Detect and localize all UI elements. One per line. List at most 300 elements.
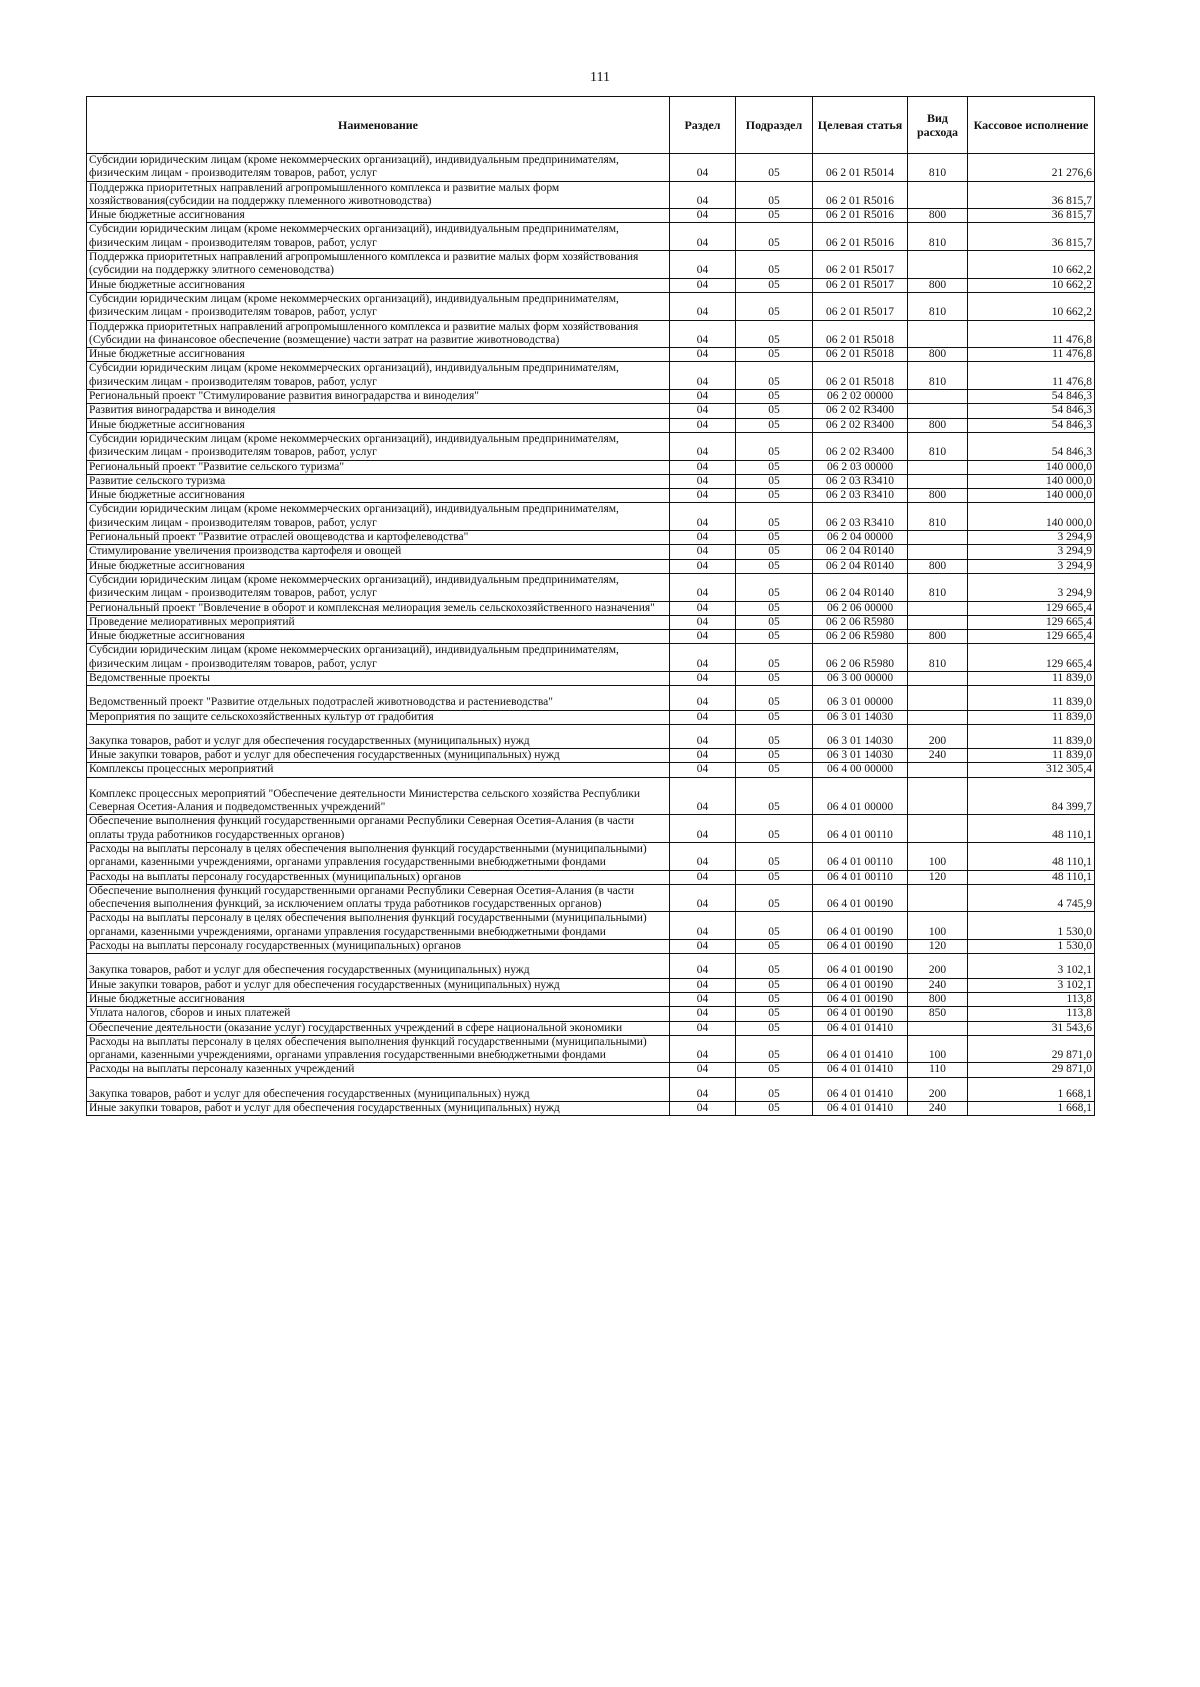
budget-table <box>86 96 1095 1116</box>
table-row <box>87 724 1095 748</box>
cell-subsection: 05 <box>736 954 813 978</box>
cell-subsection: 05 <box>736 1007 813 1021</box>
table-row <box>87 404 1095 418</box>
cell-target: 06 2 01 R5017 <box>813 251 908 279</box>
cell-kind <box>908 460 968 474</box>
cell-target: 06 4 01 00190 <box>813 884 908 912</box>
cell-section: 04 <box>670 601 736 615</box>
cell-amount: 11 476,8 <box>968 362 1095 390</box>
cell-amount: 3 294,9 <box>968 573 1095 601</box>
cell-section: 04 <box>670 292 736 320</box>
cell-section: 04 <box>670 1007 736 1021</box>
cell-name: Стимулирование увеличения производства картофеля и овощей <box>87 545 670 559</box>
header-target: Целевая статья <box>813 97 908 154</box>
cell-kind: 800 <box>908 418 968 432</box>
cell-name: Иные бюджетные ассигнования <box>87 348 670 362</box>
cell-name: Закупка товаров, работ и услуг для обеспечения государственных (муниципальных) нужд <box>87 954 670 978</box>
cell-target: 06 2 01 R5016 <box>813 209 908 223</box>
cell-name: Иные закупки товаров, работ и услуг для обеспечения государственных (муниципальных) нужд <box>87 749 670 763</box>
cell-subsection: 05 <box>736 630 813 644</box>
cell-target: 06 2 03 R3410 <box>813 503 908 531</box>
cell-name: Субсидии юридическим лицам (кроме некоммерческих организаций), индивидуальным предпринимателям, физическим лицам - производителям товаров, работ, услуг <box>87 292 670 320</box>
cell-name: Поддержка приоритетных направлений агропромышленного комплекса и развитие малых форм хозяйствования (Субсидии на финансовое обеспечение (возмещение) части затрат на развитие животноводства) <box>87 320 670 348</box>
cell-subsection: 05 <box>736 1021 813 1035</box>
cell-amount: 3 294,9 <box>968 545 1095 559</box>
cell-kind <box>908 251 968 279</box>
cell-target: 06 4 01 00190 <box>813 1007 908 1021</box>
cell-target: 06 2 04 00000 <box>813 531 908 545</box>
cell-kind: 200 <box>908 724 968 748</box>
table-row <box>87 154 1095 182</box>
cell-name: Проведение мелиоративных мероприятий <box>87 615 670 629</box>
cell-name: Субсидии юридическим лицам (кроме некоммерческих организаций), индивидуальным предпринимателям, физическим лицам - производителям товаров, работ, услуг <box>87 223 670 251</box>
cell-name: Расходы на выплаты персоналу в целях обеспечения выполнения функций государственными (муниципальными) органами, казенными учреждениями, органами управления государственными внебюджетными фондами <box>87 842 670 870</box>
cell-amount: 113,8 <box>968 1007 1095 1021</box>
cell-kind <box>908 320 968 348</box>
cell-amount: 29 871,0 <box>968 1063 1095 1077</box>
cell-kind: 200 <box>908 954 968 978</box>
cell-target: 06 2 02 00000 <box>813 390 908 404</box>
header-name: Наименование <box>87 97 670 154</box>
table-row <box>87 884 1095 912</box>
cell-target: 06 4 01 00110 <box>813 815 908 843</box>
cell-section: 04 <box>670 559 736 573</box>
header-row <box>87 97 1095 154</box>
cell-kind: 810 <box>908 362 968 390</box>
cell-target: 06 4 01 00190 <box>813 912 908 940</box>
cell-subsection: 05 <box>736 573 813 601</box>
cell-subsection: 05 <box>736 724 813 748</box>
cell-subsection: 05 <box>736 209 813 223</box>
cell-section: 04 <box>670 686 736 710</box>
table-row <box>87 432 1095 460</box>
cell-target: 06 4 01 00190 <box>813 954 908 978</box>
cell-section: 04 <box>670 531 736 545</box>
cell-section: 04 <box>670 223 736 251</box>
cell-section: 04 <box>670 181 736 209</box>
cell-name: Региональный проект "Вовлечение в оборот и комплексная мелиорация земель сельскохозяйственного назначения" <box>87 601 670 615</box>
cell-subsection: 05 <box>736 251 813 279</box>
cell-kind: 100 <box>908 842 968 870</box>
cell-subsection: 05 <box>736 418 813 432</box>
table-row <box>87 545 1095 559</box>
cell-section: 04 <box>670 870 736 884</box>
cell-name: Поддержка приоритетных направлений агропромышленного комплекса и развитие малых форм хозяйствования (субсидии на поддержку элитного семеноводства) <box>87 251 670 279</box>
header-section: Раздел <box>670 97 736 154</box>
table-row <box>87 460 1095 474</box>
cell-name: Развитие сельского туризма <box>87 474 670 488</box>
table-row <box>87 763 1095 777</box>
table-row <box>87 1035 1095 1063</box>
table-row <box>87 644 1095 672</box>
cell-subsection: 05 <box>736 615 813 629</box>
cell-amount: 3 294,9 <box>968 531 1095 545</box>
cell-kind: 110 <box>908 1063 968 1077</box>
cell-kind: 800 <box>908 209 968 223</box>
cell-section: 04 <box>670 1021 736 1035</box>
table-row <box>87 686 1095 710</box>
cell-name: Ведомственные проекты <box>87 671 670 685</box>
cell-name: Субсидии юридическим лицам (кроме некоммерческих организаций), индивидуальным предпринимателям, физическим лицам - производителям товаров, работ, услуг <box>87 362 670 390</box>
cell-kind: 240 <box>908 749 968 763</box>
cell-amount: 54 846,3 <box>968 390 1095 404</box>
cell-section: 04 <box>670 503 736 531</box>
table-row <box>87 1063 1095 1077</box>
cell-amount: 48 110,1 <box>968 815 1095 843</box>
cell-section: 04 <box>670 209 736 223</box>
cell-section: 04 <box>670 432 736 460</box>
cell-amount: 1 530,0 <box>968 940 1095 954</box>
table-row <box>87 223 1095 251</box>
cell-subsection: 05 <box>736 763 813 777</box>
cell-amount: 129 665,4 <box>968 615 1095 629</box>
cell-kind: 810 <box>908 432 968 460</box>
cell-subsection: 05 <box>736 644 813 672</box>
cell-target: 06 4 01 01410 <box>813 1021 908 1035</box>
cell-subsection: 05 <box>736 884 813 912</box>
cell-section: 04 <box>670 1077 736 1101</box>
cell-target: 06 3 01 14030 <box>813 749 908 763</box>
cell-subsection: 05 <box>736 601 813 615</box>
cell-subsection: 05 <box>736 489 813 503</box>
cell-subsection: 05 <box>736 842 813 870</box>
cell-target: 06 2 01 R5018 <box>813 320 908 348</box>
cell-target: 06 2 03 00000 <box>813 460 908 474</box>
cell-kind <box>908 884 968 912</box>
cell-kind <box>908 777 968 815</box>
table-row <box>87 1077 1095 1101</box>
cell-section: 04 <box>670 278 736 292</box>
header-subsection: Подраздел <box>736 97 813 154</box>
cell-kind: 200 <box>908 1077 968 1101</box>
cell-kind: 800 <box>908 559 968 573</box>
table-row <box>87 489 1095 503</box>
cell-target: 06 4 01 00190 <box>813 940 908 954</box>
cell-name: Иные бюджетные ассигнования <box>87 992 670 1006</box>
cell-subsection: 05 <box>736 777 813 815</box>
cell-target: 06 2 01 R5017 <box>813 278 908 292</box>
table-row <box>87 1021 1095 1035</box>
cell-section: 04 <box>670 418 736 432</box>
table-row <box>87 559 1095 573</box>
cell-subsection: 05 <box>736 503 813 531</box>
cell-amount: 312 305,4 <box>968 763 1095 777</box>
cell-section: 04 <box>670 710 736 724</box>
cell-amount: 129 665,4 <box>968 601 1095 615</box>
cell-kind: 800 <box>908 489 968 503</box>
cell-kind: 810 <box>908 644 968 672</box>
cell-subsection: 05 <box>736 1077 813 1101</box>
cell-section: 04 <box>670 460 736 474</box>
cell-amount: 140 000,0 <box>968 503 1095 531</box>
cell-target: 06 2 03 R3410 <box>813 474 908 488</box>
cell-name: Иные бюджетные ассигнования <box>87 209 670 223</box>
cell-subsection: 05 <box>736 940 813 954</box>
cell-target: 06 2 01 R5016 <box>813 223 908 251</box>
cell-subsection: 05 <box>736 474 813 488</box>
table-row <box>87 615 1095 629</box>
cell-amount: 31 543,6 <box>968 1021 1095 1035</box>
cell-amount: 10 662,2 <box>968 278 1095 292</box>
cell-kind: 100 <box>908 912 968 940</box>
cell-target: 06 2 06 R5980 <box>813 644 908 672</box>
cell-name: Комплекс процессных мероприятий "Обеспечение деятельности Министерства сельского хозяйства Республики Северная Осетия-Алания и подведомственных учреждений" <box>87 777 670 815</box>
cell-target: 06 2 04 R0140 <box>813 559 908 573</box>
cell-target: 06 3 01 00000 <box>813 686 908 710</box>
cell-target: 06 2 02 R3400 <box>813 432 908 460</box>
cell-target: 06 2 02 R3400 <box>813 418 908 432</box>
cell-amount: 48 110,1 <box>968 870 1095 884</box>
cell-name: Обеспечение выполнения функций государственными органами Республики Северная Осетия-Алания (в части обеспечения выполнения функций, за исключением оплаты труда работников государственных органов) <box>87 884 670 912</box>
cell-subsection: 05 <box>736 710 813 724</box>
cell-target: 06 2 01 R5017 <box>813 292 908 320</box>
table-row <box>87 503 1095 531</box>
table-row <box>87 348 1095 362</box>
cell-name: Субсидии юридическим лицам (кроме некоммерческих организаций), индивидуальным предпринимателям, физическим лицам - производителям товаров, работ, услуг <box>87 154 670 182</box>
table-row <box>87 251 1095 279</box>
page-number: 111 <box>590 70 610 85</box>
cell-subsection: 05 <box>736 460 813 474</box>
cell-section: 04 <box>670 992 736 1006</box>
cell-name: Мероприятия по защите сельскохозяйственных культур от градобития <box>87 710 670 724</box>
table-row <box>87 954 1095 978</box>
cell-section: 04 <box>670 615 736 629</box>
cell-name: Расходы на выплаты персоналу государственных (муниципальных) органов <box>87 940 670 954</box>
cell-amount: 54 846,3 <box>968 432 1095 460</box>
cell-section: 04 <box>670 348 736 362</box>
table-row <box>87 870 1095 884</box>
cell-section: 04 <box>670 489 736 503</box>
cell-name: Обеспечение выполнения функций государственными органами Республики Северная Осетия-Алания (в части оплаты труда работников государственных органов) <box>87 815 670 843</box>
cell-section: 04 <box>670 884 736 912</box>
cell-target: 06 4 01 01410 <box>813 1102 908 1116</box>
cell-subsection: 05 <box>736 390 813 404</box>
cell-subsection: 05 <box>736 1063 813 1077</box>
cell-amount: 84 399,7 <box>968 777 1095 815</box>
cell-amount: 4 745,9 <box>968 884 1095 912</box>
cell-name: Иные бюджетные ассигнования <box>87 489 670 503</box>
table-row <box>87 710 1095 724</box>
cell-target: 06 4 01 00110 <box>813 842 908 870</box>
table-body <box>87 154 1095 1116</box>
cell-amount: 11 839,0 <box>968 724 1095 748</box>
cell-kind: 810 <box>908 503 968 531</box>
table-row <box>87 749 1095 763</box>
table-row <box>87 601 1095 615</box>
cell-kind: 810 <box>908 154 968 182</box>
cell-section: 04 <box>670 573 736 601</box>
cell-target: 06 2 01 R5018 <box>813 348 908 362</box>
cell-section: 04 <box>670 912 736 940</box>
cell-section: 04 <box>670 815 736 843</box>
cell-name: Иные закупки товаров, работ и услуг для обеспечения государственных (муниципальных) нужд <box>87 978 670 992</box>
table-row <box>87 362 1095 390</box>
cell-name: Ведомственный проект "Развитие отдельных подотраслей животноводства и растениеводства" <box>87 686 670 710</box>
cell-section: 04 <box>670 1063 736 1077</box>
cell-name: Региональный проект "Развитие сельского туризма" <box>87 460 670 474</box>
table-row <box>87 531 1095 545</box>
cell-amount: 1 530,0 <box>968 912 1095 940</box>
header-amount: Кассовое исполнение <box>968 97 1095 154</box>
table-row <box>87 418 1095 432</box>
cell-kind: 100 <box>908 1035 968 1063</box>
table-row <box>87 815 1095 843</box>
cell-kind: 240 <box>908 1102 968 1116</box>
table-row <box>87 978 1095 992</box>
cell-target: 06 3 01 14030 <box>813 710 908 724</box>
cell-subsection: 05 <box>736 559 813 573</box>
cell-amount: 129 665,4 <box>968 644 1095 672</box>
cell-amount: 36 815,7 <box>968 223 1095 251</box>
cell-section: 04 <box>670 671 736 685</box>
cell-section: 04 <box>670 749 736 763</box>
cell-name: Региональный проект "Стимулирование развития виноградарства и виноделия" <box>87 390 670 404</box>
cell-subsection: 05 <box>736 404 813 418</box>
table-header <box>87 97 1095 154</box>
cell-kind <box>908 390 968 404</box>
cell-name: Иные бюджетные ассигнования <box>87 630 670 644</box>
cell-section: 04 <box>670 320 736 348</box>
cell-target: 06 4 01 01410 <box>813 1035 908 1063</box>
cell-name: Расходы на выплаты персоналу в целях обеспечения выполнения функций государственными (муниципальными) органами, казенными учреждениями, органами управления государственными внебюджетными фондами <box>87 912 670 940</box>
table-row <box>87 777 1095 815</box>
cell-kind <box>908 404 968 418</box>
cell-subsection: 05 <box>736 432 813 460</box>
cell-amount: 140 000,0 <box>968 474 1095 488</box>
cell-kind: 800 <box>908 992 968 1006</box>
cell-section: 04 <box>670 763 736 777</box>
cell-name: Субсидии юридическим лицам (кроме некоммерческих организаций), индивидуальным предпринимателям, физическим лицам - производителям товаров, работ, услуг <box>87 644 670 672</box>
cell-kind <box>908 671 968 685</box>
cell-section: 04 <box>670 404 736 418</box>
cell-subsection: 05 <box>736 531 813 545</box>
cell-name: Субсидии юридическим лицам (кроме некоммерческих организаций), индивидуальным предпринимателям, физическим лицам - производителям товаров, работ, услуг <box>87 503 670 531</box>
table-row <box>87 1007 1095 1021</box>
header-kind: Вид расхода <box>908 97 968 154</box>
cell-section: 04 <box>670 1035 736 1063</box>
cell-name: Региональный проект "Развитие отраслей овощеводства и картофелеводства" <box>87 531 670 545</box>
cell-amount: 11 476,8 <box>968 348 1095 362</box>
cell-target: 06 3 00 00000 <box>813 671 908 685</box>
cell-subsection: 05 <box>736 1102 813 1116</box>
table-row <box>87 390 1095 404</box>
table-row <box>87 912 1095 940</box>
cell-target: 06 4 01 00110 <box>813 870 908 884</box>
cell-name: Обеспечение деятельности (оказание услуг) государственных учреждений в сфере национальной экономики <box>87 1021 670 1035</box>
cell-kind: 800 <box>908 348 968 362</box>
table-row <box>87 573 1095 601</box>
cell-name: Расходы на выплаты персоналу в целях обеспечения выполнения функций государственными (муниципальными) органами, казенными учреждениями, органами управления государственными внебюджетными фондами <box>87 1035 670 1063</box>
table-row <box>87 278 1095 292</box>
cell-kind <box>908 763 968 777</box>
table-row <box>87 209 1095 223</box>
cell-section: 04 <box>670 630 736 644</box>
cell-name: Закупка товаров, работ и услуг для обеспечения государственных (муниципальных) нужд <box>87 724 670 748</box>
cell-subsection: 05 <box>736 912 813 940</box>
cell-kind: 810 <box>908 573 968 601</box>
cell-target: 06 2 01 R5016 <box>813 181 908 209</box>
cell-section: 04 <box>670 1102 736 1116</box>
cell-target: 06 4 00 00000 <box>813 763 908 777</box>
cell-target: 06 2 02 R3400 <box>813 404 908 418</box>
cell-target: 06 2 06 R5980 <box>813 615 908 629</box>
cell-section: 04 <box>670 390 736 404</box>
cell-kind: 120 <box>908 940 968 954</box>
cell-name: Субсидии юридическим лицам (кроме некоммерческих организаций), индивидуальным предпринимателям, физическим лицам - производителям товаров, работ, услуг <box>87 573 670 601</box>
table-row <box>87 320 1095 348</box>
table-row <box>87 630 1095 644</box>
cell-target: 06 4 01 00190 <box>813 978 908 992</box>
cell-amount: 21 276,6 <box>968 154 1095 182</box>
cell-section: 04 <box>670 954 736 978</box>
cell-amount: 10 662,2 <box>968 292 1095 320</box>
cell-subsection: 05 <box>736 1035 813 1063</box>
cell-kind <box>908 686 968 710</box>
table-row <box>87 292 1095 320</box>
cell-name: Комплексы процессных мероприятий <box>87 763 670 777</box>
cell-name: Поддержка приоритетных направлений агропромышленного комплекса и развитие малых форм хозяйствования(субсидии на поддержку племенного животноводства) <box>87 181 670 209</box>
cell-subsection: 05 <box>736 815 813 843</box>
cell-name: Иные бюджетные ассигнования <box>87 559 670 573</box>
cell-amount: 54 846,3 <box>968 404 1095 418</box>
cell-kind: 850 <box>908 1007 968 1021</box>
cell-amount: 129 665,4 <box>968 630 1095 644</box>
cell-name: Развития виноградарства и виноделия <box>87 404 670 418</box>
cell-subsection: 05 <box>736 671 813 685</box>
cell-amount: 1 668,1 <box>968 1102 1095 1116</box>
cell-target: 06 2 01 R5018 <box>813 362 908 390</box>
cell-kind: 120 <box>908 870 968 884</box>
table-row <box>87 992 1095 1006</box>
cell-subsection: 05 <box>736 686 813 710</box>
cell-name: Уплата налогов, сборов и иных платежей <box>87 1007 670 1021</box>
cell-kind <box>908 531 968 545</box>
cell-name: Иные закупки товаров, работ и услуг для обеспечения государственных (муниципальных) нужд <box>87 1102 670 1116</box>
cell-target: 06 2 03 R3410 <box>813 489 908 503</box>
cell-subsection: 05 <box>736 292 813 320</box>
cell-name: Закупка товаров, работ и услуг для обеспечения государственных (муниципальных) нужд <box>87 1077 670 1101</box>
table-row <box>87 671 1095 685</box>
cell-amount: 140 000,0 <box>968 460 1095 474</box>
cell-kind: 800 <box>908 278 968 292</box>
cell-section: 04 <box>670 154 736 182</box>
cell-amount: 10 662,2 <box>968 251 1095 279</box>
cell-amount: 3 102,1 <box>968 978 1095 992</box>
cell-name: Субсидии юридическим лицам (кроме некоммерческих организаций), индивидуальным предпринимателям, физическим лицам - производителям товаров, работ, услуг <box>87 432 670 460</box>
cell-subsection: 05 <box>736 545 813 559</box>
cell-amount: 54 846,3 <box>968 418 1095 432</box>
cell-amount: 48 110,1 <box>968 842 1095 870</box>
cell-amount: 11 839,0 <box>968 686 1095 710</box>
cell-target: 06 2 04 R0140 <box>813 545 908 559</box>
cell-kind <box>908 601 968 615</box>
table-row <box>87 181 1095 209</box>
cell-subsection: 05 <box>736 348 813 362</box>
cell-section: 04 <box>670 474 736 488</box>
cell-subsection: 05 <box>736 154 813 182</box>
cell-section: 04 <box>670 545 736 559</box>
cell-subsection: 05 <box>736 320 813 348</box>
cell-section: 04 <box>670 362 736 390</box>
cell-kind <box>908 710 968 724</box>
cell-amount: 113,8 <box>968 992 1095 1006</box>
cell-section: 04 <box>670 842 736 870</box>
cell-target: 06 3 01 14030 <box>813 724 908 748</box>
cell-amount: 36 815,7 <box>968 181 1095 209</box>
cell-amount: 1 668,1 <box>968 1077 1095 1101</box>
cell-subsection: 05 <box>736 223 813 251</box>
cell-kind: 800 <box>908 630 968 644</box>
